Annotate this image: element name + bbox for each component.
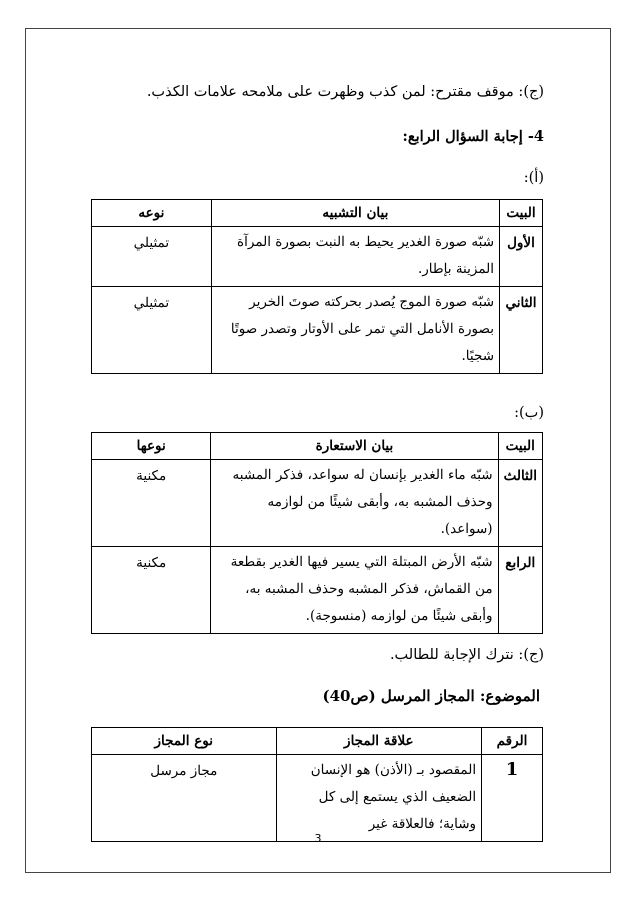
table-row — [92, 287, 543, 374]
verse-label: الثالث — [498, 460, 542, 547]
simile-type: تمثيلي — [92, 287, 212, 374]
metonymy-type: مجاز مرسل — [92, 755, 277, 842]
header-relation: علاقة المجاز — [276, 728, 482, 755]
metaphor-explanation: شبّه ماء الغدير بإنسان له سواعد، فذكر المشبه وحذف المشبه به، وأبقى شيئًا من لوازمه (سواعد). — [211, 460, 498, 547]
page-number: 3 — [314, 832, 322, 845]
simile-type: تمثيلي — [92, 227, 212, 287]
header-metonymy-type: نوع المجاز — [92, 728, 277, 755]
header-verse: البيت — [500, 200, 543, 227]
metaphor-explanation: شبّه الأرض المبتلة التي يسير فيها الغدير بقطعة من القماش، فذكر المشبه وحذف المشبه به، وأبقى شيئًا من لوازمه (منسوجة). — [211, 547, 498, 634]
table-row — [92, 460, 543, 547]
table-row — [92, 755, 543, 842]
answer-j-line-1: (ج): موقف مقترح: لمن كذب وظهرت على ملامحه علامات الكذب. — [146, 84, 544, 100]
table-header-row — [92, 433, 543, 460]
answer-j-line-2: (ج): نترك الإجابة للطالب. — [389, 647, 544, 663]
relation-explanation: المقصود بـ (الأذن) هو الإنسان الضعيف الذي يستمع إلى كل وشاية؛ فالعلاقة غير — [276, 755, 482, 842]
table-row — [92, 227, 543, 287]
table-row — [92, 547, 543, 634]
topic-heading: الموضوع: المجاز المرسل (ص40) — [322, 687, 540, 705]
header-simile-explanation: بيان التشبيه — [211, 200, 499, 227]
metonymy-table — [91, 727, 543, 842]
section-b-label: (ب): — [514, 405, 544, 421]
metaphor-type: مكنية — [92, 547, 211, 634]
metaphor-type: مكنية — [92, 460, 211, 547]
verse-label: الأول — [500, 227, 543, 287]
simile-table — [91, 199, 543, 374]
table-header-row — [92, 728, 543, 755]
header-number: الرقم — [482, 728, 543, 755]
section-a-label: (أ): — [523, 170, 544, 186]
simile-explanation: شبّه صورة الموج يُصدر بحركته صوتَ الخرير بصورة الأنامل التي تمر على الأوتار وتصدر صوتًا شجيًا. — [211, 287, 499, 374]
question-4-heading: 4- إجابة السؤال الرابع: — [402, 128, 544, 145]
header-verse: البيت — [498, 433, 542, 460]
table-header-row — [92, 200, 543, 227]
verse-label: الرابع — [498, 547, 542, 634]
header-metaphor-type: نوعها — [92, 433, 211, 460]
header-simile-type: نوعه — [92, 200, 212, 227]
verse-label: الثاني — [500, 287, 543, 374]
header-metaphor-explanation: بيان الاستعارة — [211, 433, 498, 460]
metaphor-table — [91, 432, 543, 634]
simile-explanation: شبّه صورة الغدير يحيط به النبت بصورة المرآة المزينة بإطار. — [211, 227, 499, 287]
row-number: 1 — [482, 755, 543, 842]
